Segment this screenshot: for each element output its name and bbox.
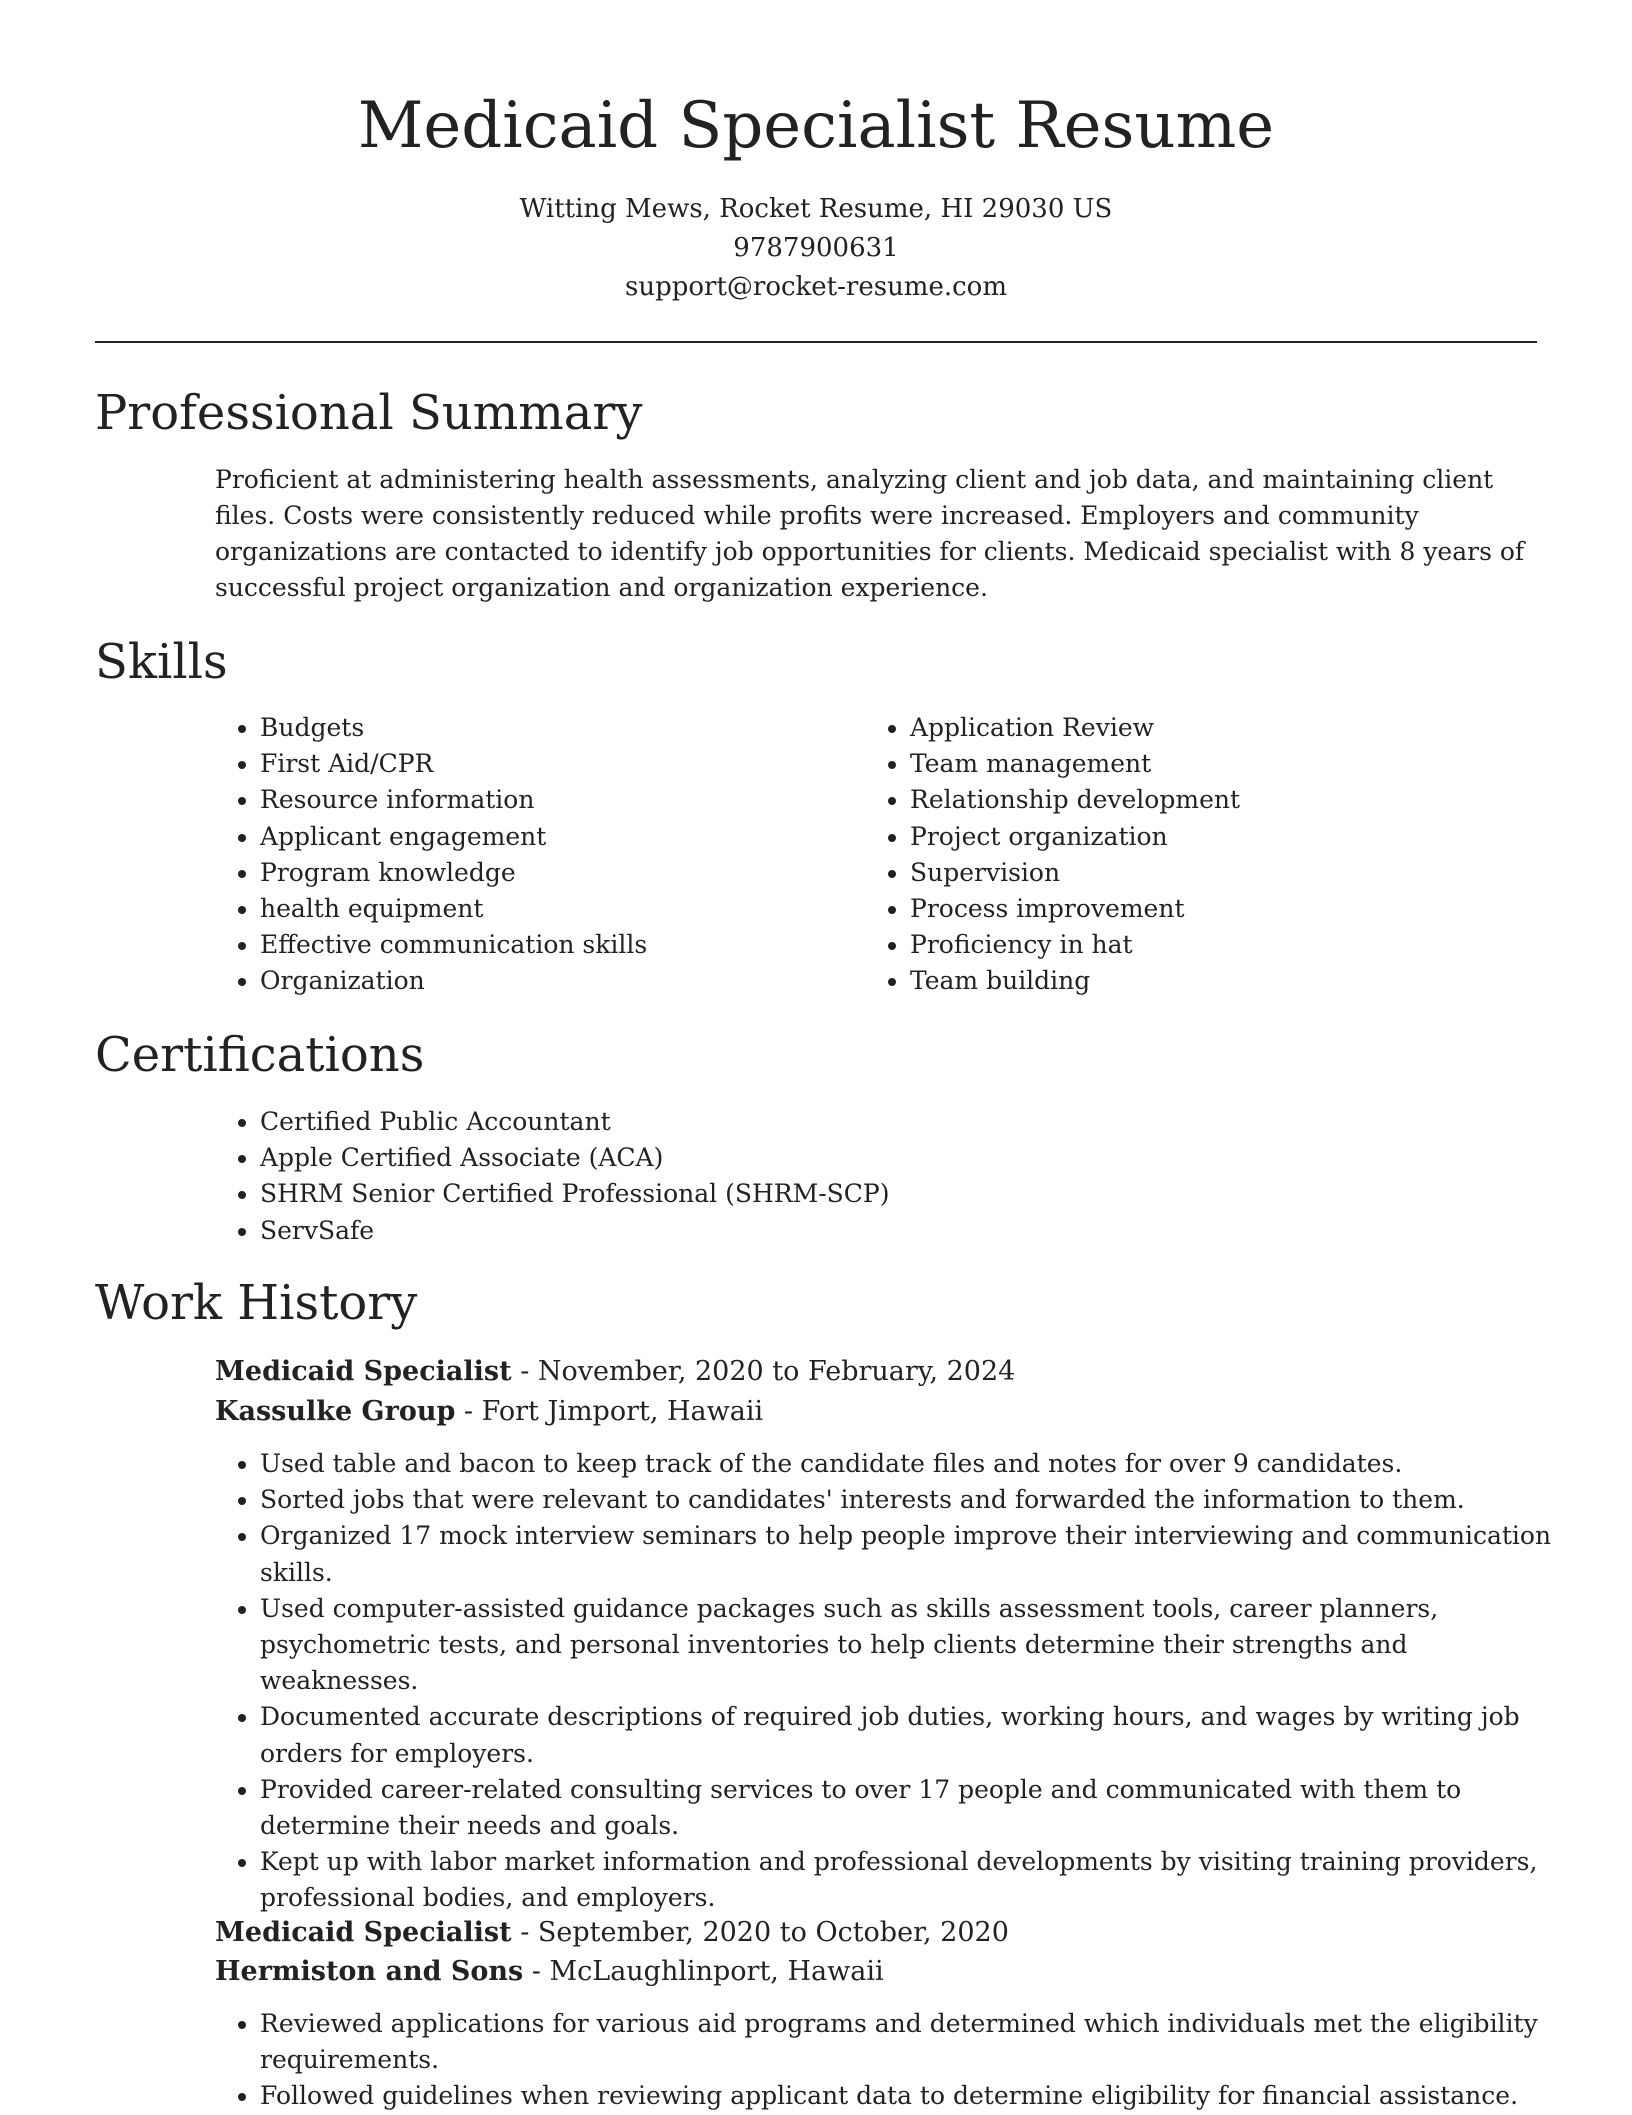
skills-list-left (215, 710, 860, 1000)
job-bullet: • Followed guidelines when reviewing applicant data to determine eligibility for financial assistance. (260, 2078, 1560, 2114)
contact-email: support@rocket-resume.com (624, 272, 1007, 302)
job-bullets (215, 2006, 1560, 2115)
contact-info (0, 190, 1632, 307)
skill-item: • Relationship development (910, 782, 1570, 818)
contact-phone: 9787900631 (733, 233, 899, 263)
job-title: Medicaid Specialist (215, 1356, 512, 1387)
job-company: Kassulke Group (215, 1396, 456, 1427)
job-bullet: • Reviewed applications for various aid programs and determined which individuals met the eligibility requirements. (260, 2006, 1560, 2078)
skill-item: • Effective communication skills (260, 927, 860, 963)
job-bullet: • Kept up with labor market information and professional developments by visiting training providers, professional bodies, and employers. (260, 1844, 1560, 1916)
skill-item: • Supervision (910, 855, 1570, 891)
skill-item: • health equipment (260, 891, 860, 927)
skill-item: • Application Review (910, 710, 1570, 746)
certifications-heading: Certifications (95, 1027, 425, 1083)
job-bullets (215, 1446, 1560, 1917)
job-dates: - September, 2020 to October, 2020 (511, 1917, 1009, 1948)
job-bullet: • Organized 17 mock interview seminars to help people improve their interviewing and communication skills. (260, 1518, 1560, 1590)
skill-item: • Team building (910, 963, 1570, 999)
certification-item: • SHRM Senior Certified Professional (SHRM-SCP) (260, 1176, 1560, 1212)
skills-heading: Skills (95, 634, 228, 690)
skill-item: • Process improvement (910, 891, 1570, 927)
job-title-line (215, 1352, 1015, 1392)
skill-item: • Team management (910, 746, 1570, 782)
skill-item: • Organization (260, 963, 860, 999)
summary-text: Proficient at administering health assessments, analyzing client and job data, and maintaining client files. Costs were consistently reduced while profits were increased. Employers and community organizations are contacted to identify job opportunities for clients. Medicaid specialist with 8 years of successful project organization and organization experience. (215, 465, 1525, 602)
skill-item: • First Aid/CPR (260, 746, 860, 782)
job-company-line (215, 1952, 884, 1992)
certifications-list (215, 1104, 1560, 1249)
job-bullet: • Used computer-assisted guidance packages such as skills assessment tools, career planners, psychometric tests, and personal inventories to help clients determine their strengths and weaknesses. (260, 1591, 1560, 1700)
work-history-heading: Work History (95, 1275, 418, 1331)
skill-item: • Program knowledge (260, 855, 860, 891)
job-company-line (215, 1392, 763, 1432)
skill-item: • Resource information (260, 782, 860, 818)
job-bullet: • Used table and bacon to keep track of the candidate files and notes for over 9 candidates. (260, 1446, 1560, 1482)
certification-item: • Certified Public Accountant (260, 1104, 1560, 1140)
header-divider (95, 341, 1537, 343)
certification-item: • Apple Certified Associate (ACA) (260, 1140, 1560, 1176)
job-bullet: • Provided career-related consulting services to over 17 people and communicated with them to determine their needs and goals. (260, 1772, 1560, 1844)
skills-list-right (865, 710, 1570, 1000)
job-bullet: • Documented accurate descriptions of required job duties, working hours, and wages by writing job orders for employers. (260, 1699, 1560, 1771)
summary-heading: Professional Summary (95, 385, 643, 441)
resume-title: Medicaid Specialist Resume (357, 89, 1275, 163)
job-bullet: • Sorted jobs that were relevant to candidates' interests and forwarded the information to them. (260, 1482, 1560, 1518)
skill-item: • Project organization (910, 819, 1570, 855)
contact-address: Witting Mews, Rocket Resume, HI 29030 US (519, 194, 1113, 224)
skill-item: • Proficiency in hat (910, 927, 1570, 963)
job-company: Hermiston and Sons (215, 1956, 524, 1987)
job-location: - McLaughlinport, Hawaii (523, 1956, 884, 1987)
job-title: Medicaid Specialist (215, 1917, 512, 1948)
skill-item: • Budgets (260, 710, 860, 746)
job-location: - Fort Jimport, Hawaii (455, 1396, 764, 1427)
job-dates: - November, 2020 to February, 2024 (511, 1356, 1016, 1387)
skill-item: • Applicant engagement (260, 819, 860, 855)
certification-item: • ServSafe (260, 1213, 1560, 1249)
job-title-line (215, 1913, 1009, 1953)
